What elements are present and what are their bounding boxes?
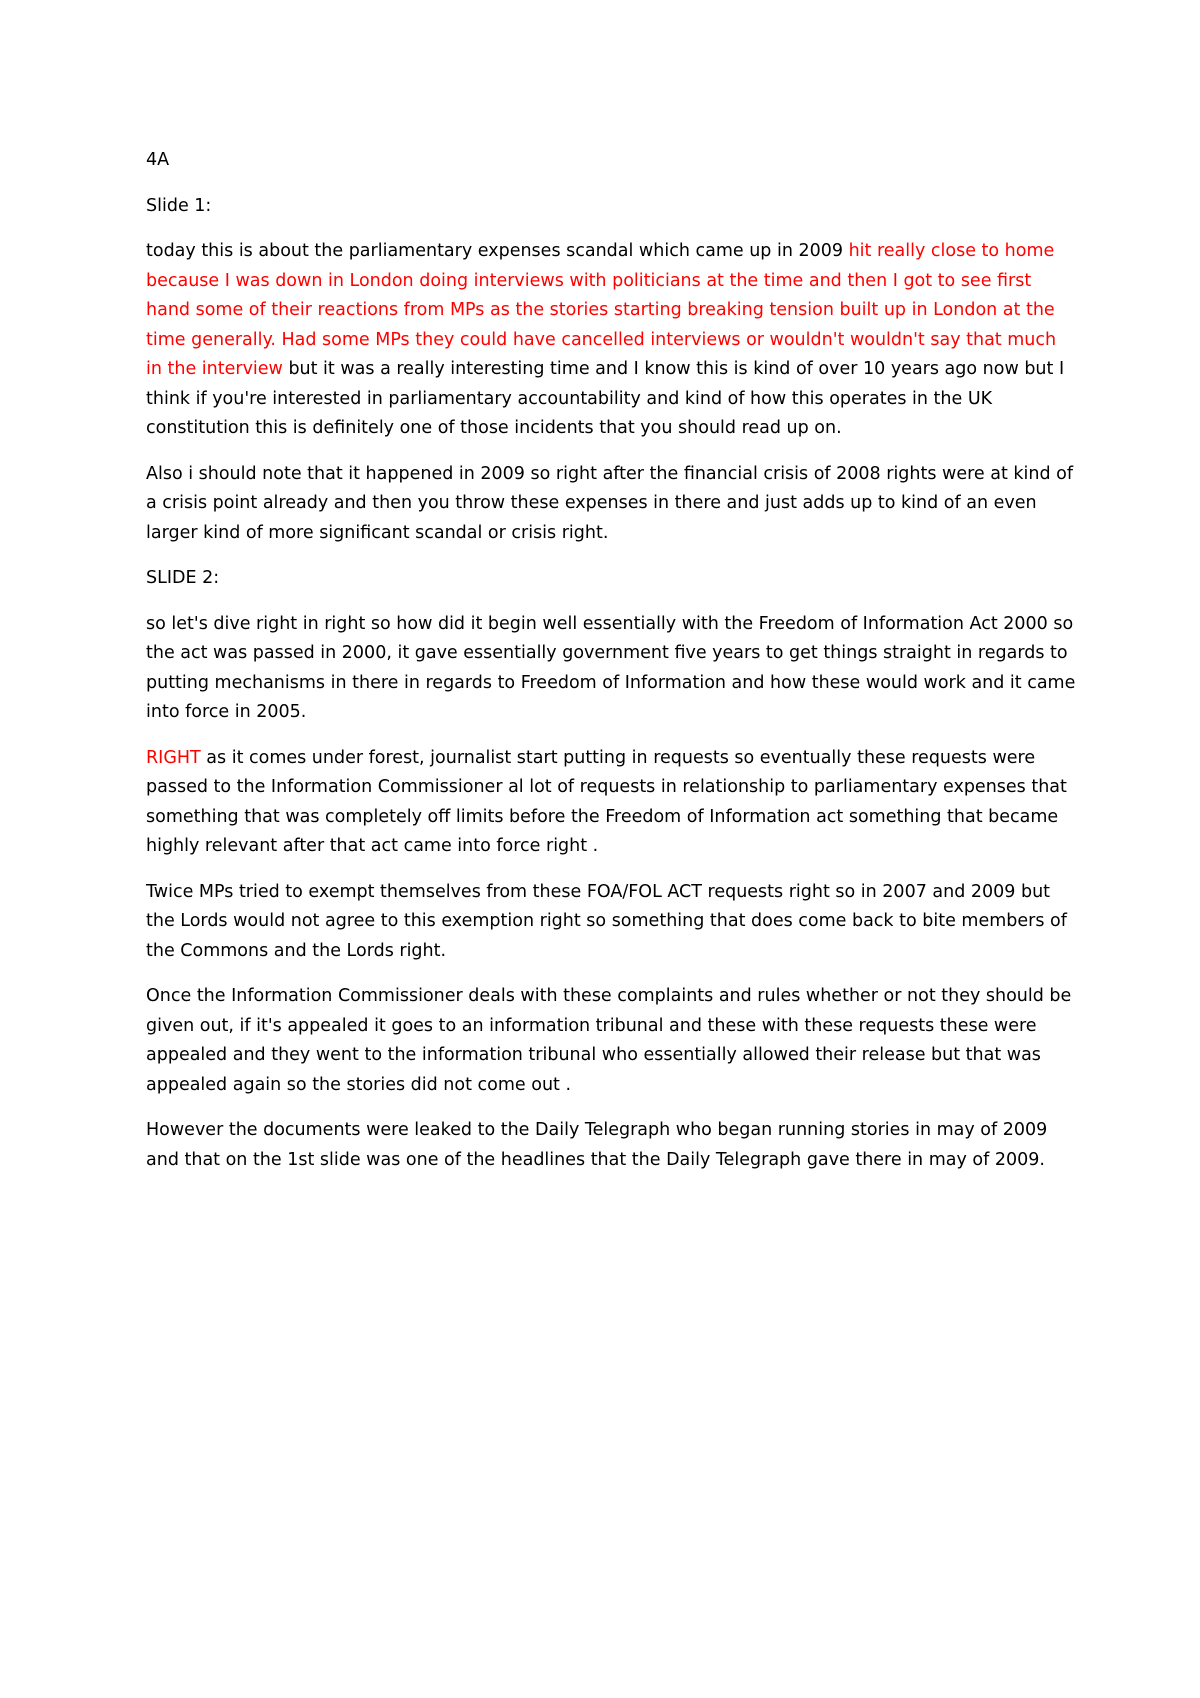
paragraph-2: Also i should note that it happened in 2009 so right after the financial crisis of 2008 rights were at kind of a crisis point already and then you throw these expenses in there and just adds up to kind of an even larger kind of more significant scandal or crisis right. (146, 463, 1074, 543)
paragraph-1-text-a: today this is about the parliamentary expenses scandal which came up in 2009 (146, 241, 849, 261)
paragraph-1-text-b: but it was a really interesting time and I know this is kind of over 10 years ago now but I think if you're interested in parliamentary accountability and kind of how this operates in the UK constitution this is definitely one of those incidents that you should read up on. (146, 359, 1065, 438)
paragraph-6: Once the Information Commissioner deals with these complaints and rules whether or not they should be given out, if it's appealed it goes to an information tribunal and these with these requests these were appealed and they went to the information tribunal who essentially allowed their release but that was appealed again so the stories did not come out . (146, 986, 1072, 1095)
document-heading: 4A (146, 150, 170, 170)
slide-1-label: Slide 1: (146, 195, 212, 216)
paragraph-1-highlight: hit really close to home because I was down in London doing interviews with politicians at the time and then I got to see first hand some of their reactions from MPs as the stories starting breaking tension built up in London at the time generally. Had some MPs they could have cancelled interviews or wouldn't wouldn't say that much in the interview (146, 241, 1057, 379)
paragraph-1 (146, 237, 1076, 444)
paragraph-4 (146, 744, 1076, 862)
paragraph-7: However the documents were leaked to the Daily Telegraph who began running stories in may of 2009 and that on the 1st slide was one of the headlines that the Daily Telegraph gave there in may of 2009. (146, 1120, 1048, 1170)
paragraph-4-highlight: RIGHT (146, 747, 201, 768)
paragraph-3: so let's dive right in right so how did it begin well essentially with the Freedom of Information Act 2000 so the act was passed in 2000, it gave essentially government five years to get things straight in regards to putting mechanisms in there in regards to Freedom of Information and how these would work and it came into force in 2005. (146, 613, 1076, 722)
paragraph-5: Twice MPs tried to exempt themselves from these FOA/FOL ACT requests right so in 2007 and 2009 but the Lords would not agree to this exemption right so something that does come back to bite members of the Commons and the Lords right. (146, 881, 1067, 961)
slide-2-label: SLIDE 2: (146, 568, 220, 588)
document-body (146, 146, 1076, 1191)
paragraph-4-text: as it comes under forest, journalist start putting in requests so eventually these requests were passed to the Information Commissioner al lot of requests in relationship to parliamentary expenses that something that was completely off limits before the Freedom of Information act something that became highly relevant after that act came into force right . (146, 747, 1067, 856)
